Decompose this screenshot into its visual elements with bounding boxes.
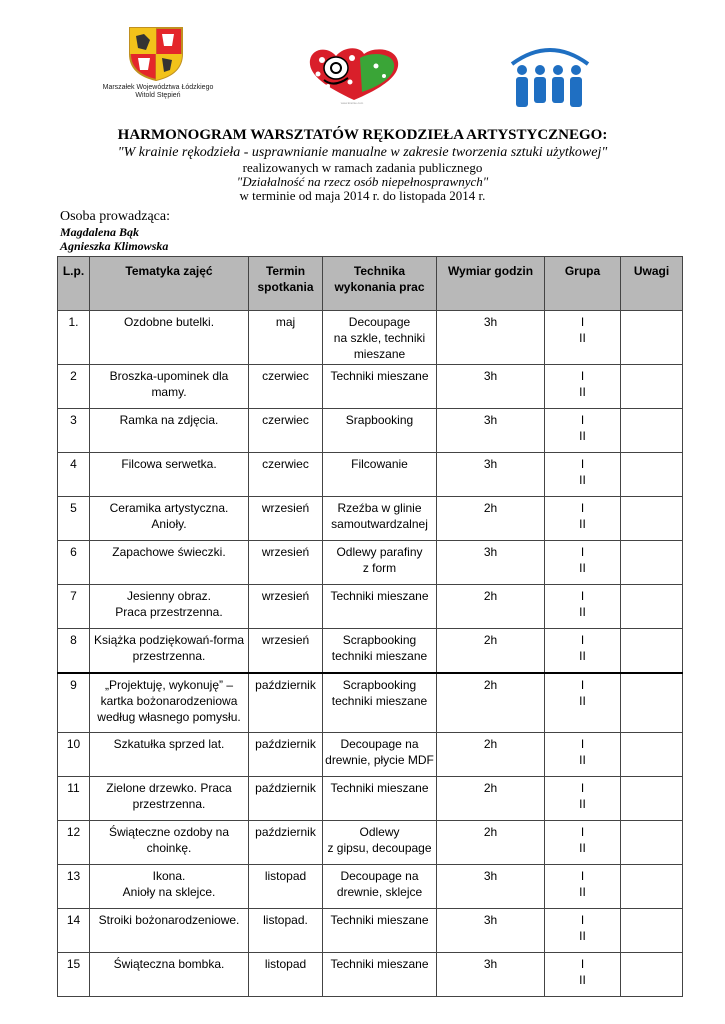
schedule-table — [57, 256, 683, 997]
cell-notes — [621, 541, 683, 585]
cell-term: październik — [249, 821, 323, 865]
cell-term: wrzesień — [249, 585, 323, 629]
lodzkie-coat-of-arms-logo — [126, 24, 186, 82]
cell-technique: Decoupage na drewnie, płycie MDF — [323, 733, 437, 777]
cell-notes — [621, 865, 683, 909]
table-row — [58, 865, 683, 909]
table-row — [58, 673, 683, 733]
cell-group: I II — [545, 629, 621, 673]
cell-group: I II — [545, 777, 621, 821]
cell-notes — [621, 409, 683, 453]
cell-hours: 3h — [437, 909, 545, 953]
table-row — [58, 821, 683, 865]
marshal-caption-line-2: Witold Stępień — [135, 92, 181, 99]
cell-topic: „Projektuję, wykonuję” – kartka bożonarodzeniowa według własnego pomysłu. — [90, 673, 249, 733]
cell-notes — [621, 311, 683, 365]
leader-name-1: Magdalena Bąk — [60, 225, 140, 239]
header-hours: Wymiar godzin — [437, 257, 545, 311]
document-header — [0, 126, 725, 203]
cell-hours: 3h — [437, 865, 545, 909]
table-row — [58, 409, 683, 453]
cell-lp: 14 — [58, 909, 90, 953]
cell-topic: Stroiki bożonarodzeniowe. — [90, 909, 249, 953]
heart-logo-caption: www.krainie.com — [340, 101, 364, 105]
cell-term: listopad — [249, 953, 323, 997]
cell-topic: Ceramika artystyczna. Anioły. — [90, 497, 249, 541]
header-line-1: realizowanych w ramach zadania publicznego — [242, 160, 483, 175]
cell-term: czerwiec — [249, 365, 323, 409]
cell-lp: 5 — [58, 497, 90, 541]
table-header-row — [58, 257, 683, 311]
cell-hours: 2h — [437, 629, 545, 673]
cell-term: czerwiec — [249, 409, 323, 453]
cell-lp: 6 — [58, 541, 90, 585]
cell-topic: Szkatułka sprzed lat. — [90, 733, 249, 777]
header-notes: Uwagi — [621, 257, 683, 311]
cell-group: I II — [545, 733, 621, 777]
cell-notes — [621, 909, 683, 953]
cell-term: październik — [249, 673, 323, 733]
cell-technique: Scrapbooking techniki mieszane — [323, 629, 437, 673]
cell-lp: 12 — [58, 821, 90, 865]
schedule-body — [58, 311, 683, 997]
cell-topic: Książka podziękowań-forma przestrzenna. — [90, 629, 249, 673]
cell-hours: 3h — [437, 311, 545, 365]
table-row — [58, 953, 683, 997]
header-line-2: "Działalność na rzecz osób niepełnosprawnych" — [236, 174, 489, 189]
leader-section — [60, 209, 170, 253]
cell-hours: 3h — [437, 953, 545, 997]
cell-hours: 3h — [437, 453, 545, 497]
cell-term: listopad. — [249, 909, 323, 953]
cell-lp: 4 — [58, 453, 90, 497]
cell-notes — [621, 365, 683, 409]
table-row — [58, 733, 683, 777]
cell-notes — [621, 777, 683, 821]
cell-lp: 11 — [58, 777, 90, 821]
cell-group: I II — [545, 953, 621, 997]
cell-topic: Ramka na zdjęcia. — [90, 409, 249, 453]
cell-technique: Odlewy parafiny z form — [323, 541, 437, 585]
cell-notes — [621, 733, 683, 777]
cell-technique: Decoupage na szkle, techniki mieszane — [323, 311, 437, 365]
table-row — [58, 365, 683, 409]
cell-group: I II — [545, 909, 621, 953]
table-row — [58, 453, 683, 497]
header-line-3: w terminie od maja 2014 r. do listopada 2014 r. — [239, 188, 486, 203]
cell-group: I II — [545, 865, 621, 909]
header-term: Termin spotkania — [249, 257, 323, 311]
cell-lp: 3 — [58, 409, 90, 453]
cell-group: I II — [545, 453, 621, 497]
cell-lp: 8 — [58, 629, 90, 673]
cell-lp: 10 — [58, 733, 90, 777]
header-lp: L.p. — [58, 257, 90, 311]
header-technique: Technika wykonania prac — [323, 257, 437, 311]
header-group: Grupa — [545, 257, 621, 311]
table-row — [58, 777, 683, 821]
cell-group: I II — [545, 497, 621, 541]
cell-lp: 9 — [58, 673, 90, 733]
cell-topic: Świąteczna bombka. — [90, 953, 249, 997]
cell-term: wrzesień — [249, 629, 323, 673]
cell-hours: 2h — [437, 777, 545, 821]
cell-notes — [621, 453, 683, 497]
cell-notes — [621, 585, 683, 629]
cell-term: październik — [249, 777, 323, 821]
cell-topic: Ozdobne butelki. — [90, 311, 249, 365]
cell-term: październik — [249, 733, 323, 777]
cell-lp: 13 — [58, 865, 90, 909]
document-subtitle: "W krainie rękodzieła - usprawnianie manualne w zakresie tworzenia sztuki użytkowej" — [117, 145, 608, 160]
cell-hours: 3h — [437, 541, 545, 585]
marshal-caption-line-1: Marszałek Województwa Łódzkiego — [102, 84, 214, 91]
cell-topic: Ikona. Anioły na sklejce. — [90, 865, 249, 909]
cell-lp: 1. — [58, 311, 90, 365]
cell-notes — [621, 953, 683, 997]
document-title: HARMONOGRAM WARSZTATÓW RĘKODZIEŁA ARTYSTYCZNEGO: — [117, 127, 608, 143]
cell-group: I II — [545, 409, 621, 453]
cell-group: I II — [545, 673, 621, 733]
cell-term: listopad — [249, 865, 323, 909]
cell-technique: Odlewy z gipsu, decoupage — [323, 821, 437, 865]
cell-technique: Techniki mieszane — [323, 777, 437, 821]
cell-hours: 3h — [437, 365, 545, 409]
cell-technique: Techniki mieszane — [323, 953, 437, 997]
heart-hands-logo — [304, 46, 404, 102]
cell-group: I II — [545, 541, 621, 585]
cell-technique: Techniki mieszane — [323, 585, 437, 629]
cell-technique: Techniki mieszane — [323, 909, 437, 953]
cell-term: wrzesień — [249, 541, 323, 585]
cell-group: I II — [545, 821, 621, 865]
table-row — [58, 629, 683, 673]
cell-technique: Techniki mieszane — [323, 365, 437, 409]
cell-topic: Zielone drzewko. Praca przestrzenna. — [90, 777, 249, 821]
leader-name-2: Agnieszka Klimowska — [60, 239, 169, 253]
header-topic: Tematyka zajęć — [90, 257, 249, 311]
cell-hours: 2h — [437, 673, 545, 733]
cell-hours: 2h — [437, 733, 545, 777]
cell-technique: Scrapbooking techniki mieszane — [323, 673, 437, 733]
cell-notes — [621, 821, 683, 865]
leader-label: Osoba prowadząca: — [60, 209, 171, 224]
cell-topic: Jesienny obraz. Praca przestrzenna. — [90, 585, 249, 629]
cell-topic: Świąteczne ozdoby na choinkę. — [90, 821, 249, 865]
cell-notes — [621, 673, 683, 733]
table-row — [58, 541, 683, 585]
cell-group: I II — [545, 365, 621, 409]
cell-technique: Rzeźba w glinie samoutwardzalnej — [323, 497, 437, 541]
people-group-logo — [508, 42, 592, 108]
table-row — [58, 497, 683, 541]
cell-group: I II — [545, 311, 621, 365]
cell-topic: Filcowa serwetka. — [90, 453, 249, 497]
cell-lp: 15 — [58, 953, 90, 997]
cell-lp: 7 — [58, 585, 90, 629]
cell-lp: 2 — [58, 365, 90, 409]
logo-bar — [0, 0, 725, 120]
cell-hours: 3h — [437, 409, 545, 453]
table-row — [58, 909, 683, 953]
cell-technique: Filcowanie — [323, 453, 437, 497]
cell-hours: 2h — [437, 821, 545, 865]
cell-term: maj — [249, 311, 323, 365]
table-row — [58, 311, 683, 365]
cell-hours: 2h — [437, 497, 545, 541]
cell-topic: Zapachowe świeczki. — [90, 541, 249, 585]
table-row — [58, 585, 683, 629]
cell-notes — [621, 629, 683, 673]
marshal-caption — [88, 84, 228, 100]
cell-term: wrzesień — [249, 497, 323, 541]
cell-topic: Broszka-upominek dla mamy. — [90, 365, 249, 409]
cell-technique: Decoupage na drewnie, sklejce — [323, 865, 437, 909]
cell-term: czerwiec — [249, 453, 323, 497]
cell-hours: 2h — [437, 585, 545, 629]
cell-technique: Srapbooking — [323, 409, 437, 453]
cell-group: I II — [545, 585, 621, 629]
cell-notes — [621, 497, 683, 541]
